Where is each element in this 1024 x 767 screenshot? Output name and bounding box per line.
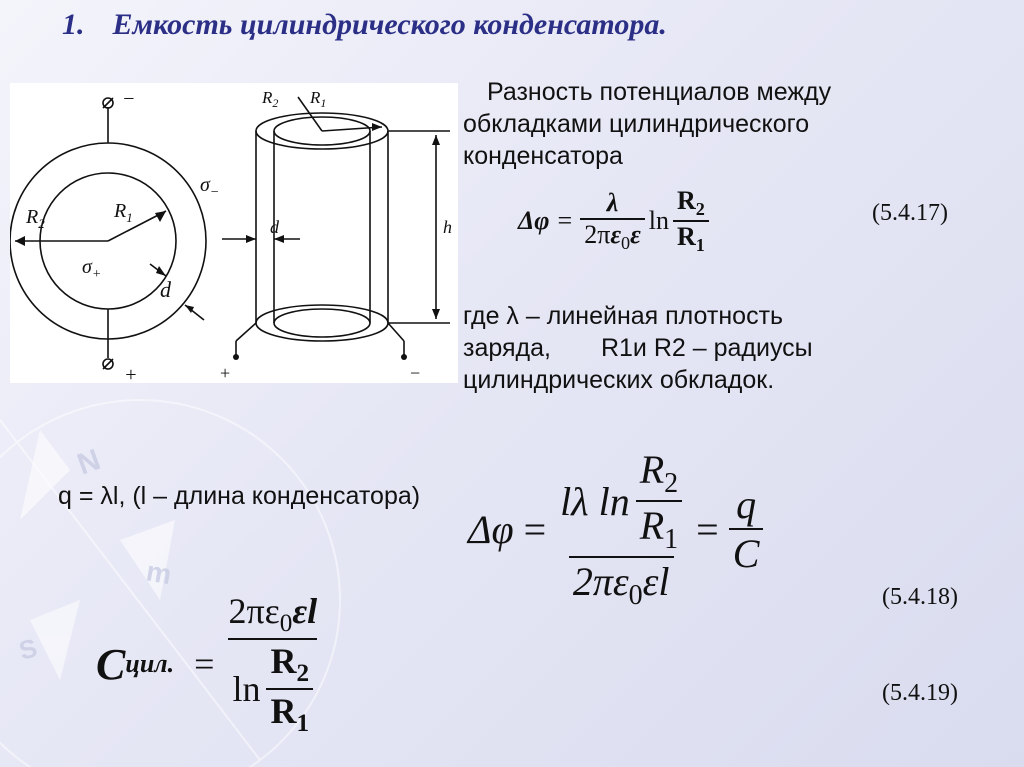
eq18-lhs: Δφ [468,506,514,552]
eq18-top: lλ ln [560,478,630,524]
charge-relation: q = λl, (l – длина конденсатора) [58,482,421,510]
sigma-minus-label: $\sigma_-$ [200,174,220,200]
equation-5-4-19 [96,590,321,739]
eq17-num: λ [606,188,619,218]
eq19-fraction: $2\pi\varepsilon_0\varepsilon l$ ln $\frac{R_2}{R_1}$ [228,591,318,738]
left-r2-label: $R_2$ [26,206,45,231]
right-h-label: h [443,217,452,237]
right-r1-label: $R_1$ [310,88,327,110]
intro-paragraph: Разность потенциалов между обкладками цилиндрического конденсатора [463,78,832,170]
svg-text:S: S [15,632,41,666]
left-r1-label: $R_1$ [114,200,133,225]
right-minus-sign: − [410,363,421,383]
eq17-equals: = [557,206,573,236]
left-d-label: d [160,277,171,302]
definition-line-2b: R1и R2 – радиусы [600,334,813,362]
left-bottom-sign: + [124,364,138,383]
eq17-number: (5.4.17) [872,200,948,226]
right-r2-label: $R_2$ [262,88,279,110]
eq18-fraction: lλ ln $\frac{R_2}{R_1}$ $2\pi\varepsilon_0\varepsilon l$ [556,446,686,612]
slide-title [62,8,667,42]
eq17-ratio: $\frac{R_2}{R_1}$ [673,186,709,256]
right-plus-sign: + [220,363,231,383]
svg-text:m: m [143,555,174,591]
eq19-equals: = [194,644,215,685]
equation-5-4-17 [518,186,709,256]
equation-5-4-18 [468,446,763,612]
definition-line-1: где λ – линейная плотность [463,302,784,330]
eq17-den: $2\pi\varepsilon_0\varepsilon$ [580,218,645,254]
sigma-plus-label: $\sigma_+$ [82,256,102,282]
definition-line-3: цилиндрических обкладок. [463,366,775,394]
title-text: Емкость цилиндрического конденсатора. [112,8,667,41]
title-number: 1. [62,8,85,41]
eq18-number: (5.4.18) [882,584,958,610]
eq18-equals: = [523,506,547,552]
svg-text:N: N [73,443,105,482]
definition-line-2a: заряда, [463,334,551,362]
eq19-lhs-sub: цил. [125,649,175,679]
eq19-number: (5.4.19) [882,680,958,706]
eq17-ln: ln [648,206,669,236]
eq19-lhs: C [96,639,126,689]
eq17-lhs: Δφ [518,206,550,236]
definition-paragraph [463,300,923,396]
left-top-sign: − [122,88,136,110]
capacitor-diagram [10,83,458,383]
right-d-label: d [270,217,279,237]
eq17-fraction [580,188,645,254]
eq18-q-over-c: $\frac{q}{C}$ [729,481,764,577]
eq18-equals-2: = [696,506,719,552]
